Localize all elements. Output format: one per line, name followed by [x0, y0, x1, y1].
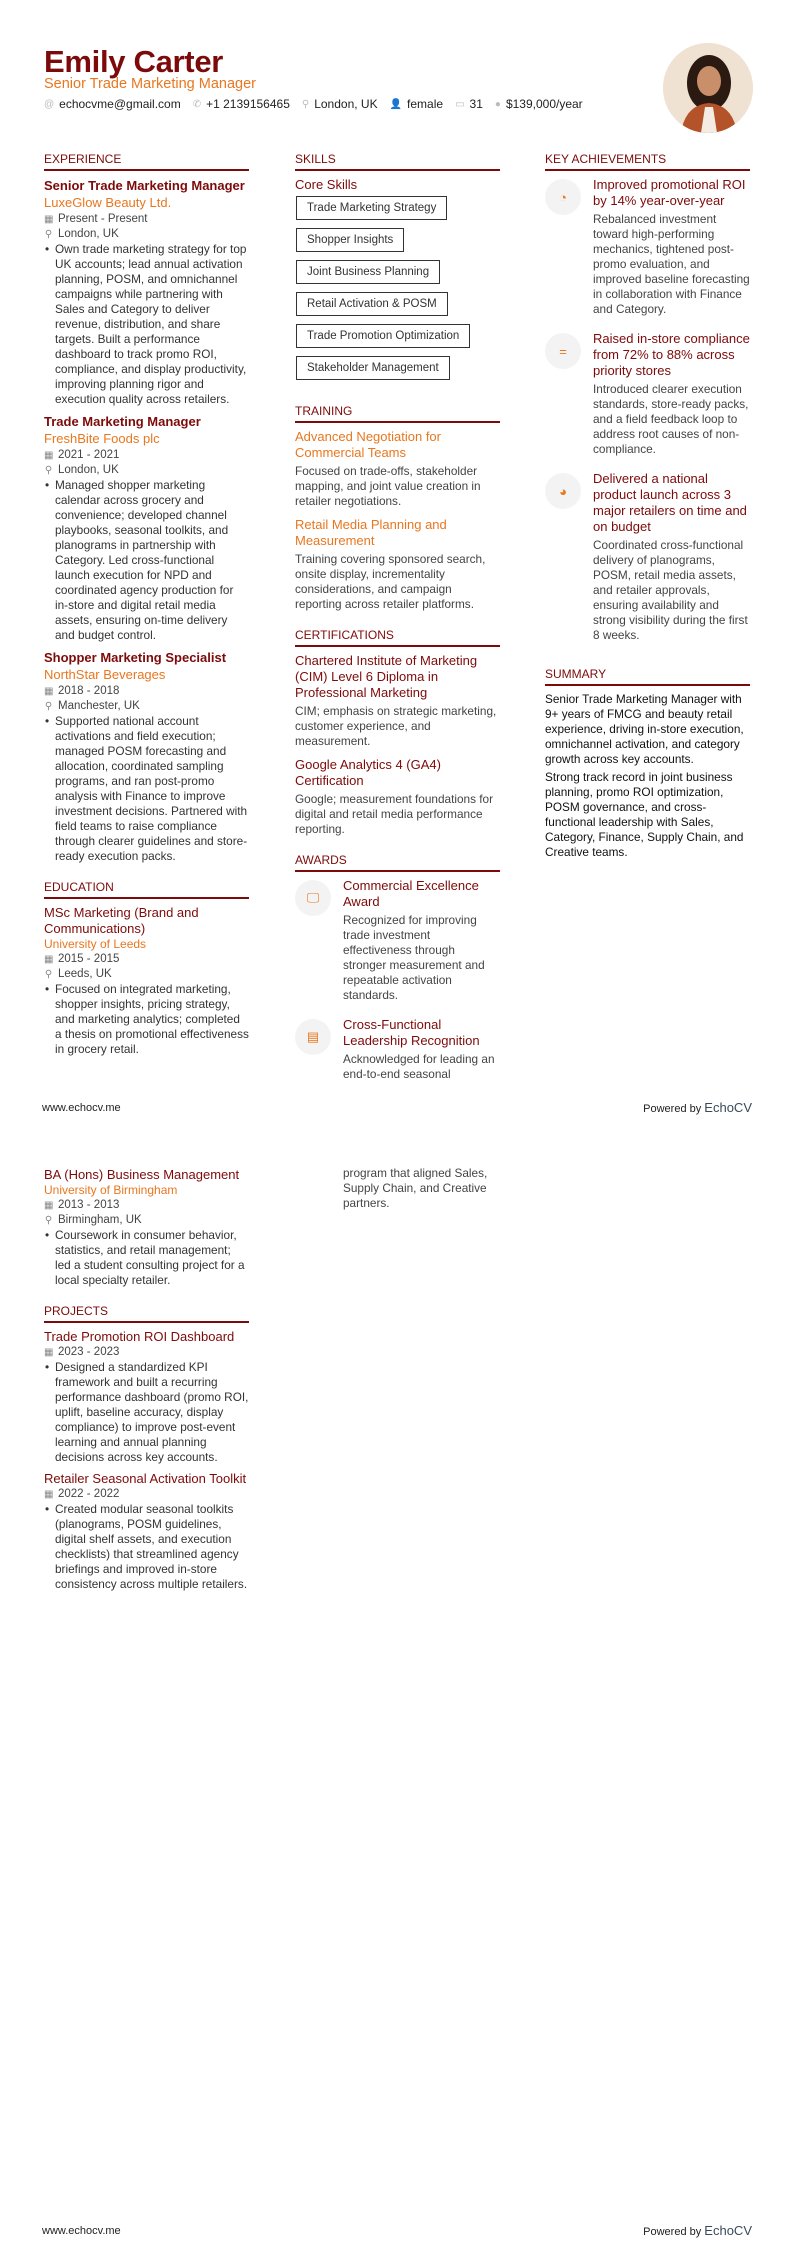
meta-text: 2021 - 2021 — [58, 449, 120, 461]
experience-entry — [44, 177, 249, 407]
job-title: Trade Marketing Manager — [44, 414, 201, 429]
bullet-item: • Coursework in consumer behavior, statistics, and retail management; led a student consulting project for a local specialty retailer. — [44, 1228, 249, 1288]
phone-icon: ✆ — [192, 98, 202, 110]
section-heading: KEY ACHIEVEMENTS — [545, 152, 750, 171]
awards-section — [295, 853, 500, 1090]
middle-column — [295, 152, 500, 1106]
calendar-icon: ▦ — [44, 214, 54, 225]
certification-title: Google Analytics 4 (GA4) Certification — [295, 757, 441, 788]
contact-text: London, UK — [314, 97, 378, 111]
job-title: Senior Trade Marketing Manager — [44, 178, 245, 193]
bullet-list — [44, 478, 249, 643]
award-item — [295, 1017, 500, 1090]
bullet-item: • Supported national account activations and field execution; managed POSM forecasting and allocation, coordinated sampling programs, and ran post-promo analysis with Finance to improve investment decisions. Partnered with field teams to raise compliance through clearer guidelines and store-ready execution packs. — [44, 714, 249, 864]
achievement-description: Rebalanced investment toward high-performing mechanics, tightened post-promo evaluation, and improved baseline forecasting in collaboration with Finance and Category. — [593, 212, 750, 316]
monitor-icon: 🖵 — [295, 880, 331, 916]
achievement-item — [545, 177, 750, 325]
calendar-icon: ▦ — [44, 1489, 54, 1500]
project-entry — [44, 1329, 249, 1465]
certifications-section — [295, 628, 500, 837]
contact-text: 31 — [469, 97, 483, 111]
meta-row — [44, 227, 249, 242]
experience-section — [44, 152, 249, 864]
contact-item — [44, 97, 181, 111]
meta-text: 2015 - 2015 — [58, 953, 120, 965]
skill-tag: Trade Marketing Strategy — [296, 196, 447, 220]
experience-entry — [44, 649, 249, 864]
bullet-list — [44, 1228, 249, 1288]
achievement-body — [593, 331, 750, 465]
meta-text: London, UK — [58, 228, 119, 240]
bullet-item: • Focused on integrated marketing, shopper insights, pricing strategy, and marketing analytics; completed a thesis on promotional effectiveness in grocery retail. — [44, 982, 249, 1057]
award-item — [295, 878, 500, 1011]
location-pin-icon: ⚲ — [44, 701, 53, 712]
document-icon: ▤ — [295, 1019, 331, 1055]
projects-section — [44, 1304, 249, 1592]
meta-row — [44, 463, 249, 478]
section-heading: AWARDS — [295, 853, 500, 872]
contact-text: +1 2139156465 — [206, 97, 290, 111]
right-column — [545, 152, 750, 876]
footer-powered-by[interactable] — [643, 2223, 752, 2240]
bullet-item: • Managed shopper marketing calendar across grocery and convenience; developed channel playbooks, seasonal toolkits, and planograms in partnership with Category. Led cross-functional launch execution for NPD and coordinated agency production for in-store and digital retail media assets, ensuring on-time delivery and budget control. — [44, 478, 249, 643]
award-title: Cross-Functional Leadership Recognition — [343, 1017, 480, 1048]
certification-title: Chartered Institute of Marketing (CIM) Level 6 Diploma in Professional Marketing — [295, 653, 478, 700]
experience-entry — [44, 413, 249, 643]
meta-text: 2013 - 2013 — [58, 1199, 120, 1211]
calendar-icon: ▦ — [44, 1200, 54, 1211]
achievement-body — [593, 177, 750, 325]
meta-row — [44, 967, 249, 982]
middle-column — [295, 1163, 500, 1219]
person-icon: 👤 — [389, 98, 403, 110]
meta-text: 2023 - 2023 — [58, 1346, 120, 1358]
calendar-icon: ▦ — [44, 686, 54, 697]
achievements-section — [545, 152, 750, 651]
achievement-item — [545, 331, 750, 465]
profile-photo — [663, 43, 753, 133]
skill-tag: Retail Activation & POSM — [296, 292, 448, 316]
calendar-icon: ▦ — [44, 450, 54, 461]
achievement-item — [545, 471, 750, 651]
calendar-icon: ▦ — [44, 954, 54, 965]
training-title: Advanced Negotiation for Commercial Teams — [295, 429, 441, 460]
section-heading: PROJECTS — [44, 1304, 249, 1323]
contact-text: female — [407, 97, 444, 111]
award-description: Acknowledged for leading an end-to-end seasonal — [343, 1052, 495, 1081]
skill-tag: Joint Business Planning — [296, 260, 440, 284]
project-title: Trade Promotion ROI Dashboard — [44, 1329, 235, 1344]
degree-title: BA (Hons) Business Management — [44, 1167, 240, 1182]
equals-icon: = — [545, 333, 581, 369]
left-column — [44, 1167, 249, 1608]
project-entry — [44, 1471, 249, 1592]
certification-description: Google; measurement foundations for digital and retail media performance reporting. — [295, 792, 494, 836]
contact-item — [302, 97, 378, 111]
contact-text: echocvme@gmail.com — [59, 97, 181, 111]
at-icon: @ — [44, 98, 55, 110]
meta-text: 2022 - 2022 — [58, 1488, 120, 1500]
meta-row — [44, 684, 249, 699]
candidate-title: Senior Trade Marketing Manager — [44, 76, 256, 92]
skills-section — [295, 152, 500, 388]
left-column — [44, 152, 249, 1073]
bullet-item: • Created modular seasonal toolkits (planograms, POSM guidelines, digital shelf assets, and execution checklists) that streamlined agency briefings and improved in-store consistency across multiple retailers. — [44, 1502, 249, 1592]
calendar-icon: ▭ — [455, 98, 465, 110]
salary-icon: ● — [494, 98, 501, 110]
skill-tag: Stakeholder Management — [296, 356, 450, 380]
skill-tag: Shopper Insights — [296, 228, 404, 252]
meta-row — [44, 1487, 249, 1502]
section-heading: EDUCATION — [44, 880, 249, 899]
achievement-description: Coordinated cross-functional delivery of planograms, POSM, retail media assets, and retailer approvals, ensuring availability and strong visibility during the first 8 weeks. — [593, 538, 748, 642]
bullet-list — [44, 714, 249, 864]
achievement-title: Delivered a national product launch across 3 major retailers on time and on budget — [593, 471, 747, 534]
footer-website-link[interactable]: www.echocv.me — [42, 1102, 121, 1114]
section-heading: SUMMARY — [545, 667, 750, 686]
skill-group-title: Core Skills — [295, 177, 358, 192]
meta-text: Birmingham, UK — [58, 1214, 142, 1226]
meta-row — [44, 1213, 249, 1228]
skill-tag: Trade Promotion Optimization — [296, 324, 470, 348]
powered-by-text: Powered by — [643, 1103, 702, 1115]
meta-row — [44, 1345, 249, 1360]
training-description: Training covering sponsored search, onsite display, incrementality considerations, and campaign reporting across retailer platforms. — [295, 552, 486, 611]
training-description: Focused on trade-offs, stakeholder mapping, and joint value creation in retailer negotiations. — [295, 464, 481, 508]
meta-text: Manchester, UK — [58, 700, 140, 712]
education-entry — [44, 905, 249, 1057]
contact-info — [44, 97, 583, 111]
meta-row — [44, 952, 249, 967]
section-heading: CERTIFICATIONS — [295, 628, 500, 647]
education-section — [44, 880, 249, 1057]
degree-title: MSc Marketing (Brand and Communications) — [44, 905, 199, 936]
school-name: University of Birmingham — [44, 1183, 178, 1197]
training-section — [295, 404, 500, 612]
candidate-name: Emily Carter — [44, 44, 224, 79]
meta-text: 2018 - 2018 — [58, 685, 120, 697]
contact-item — [455, 97, 483, 111]
summary-paragraph: Senior Trade Marketing Manager with 9+ years of FMCG and beauty retail experience, driving in-store execution, omnichannel activation, and category growth across key accounts. — [545, 692, 744, 766]
achievement-body — [593, 471, 750, 651]
summary-section — [545, 667, 750, 860]
award-body — [343, 878, 500, 1011]
training-title: Retail Media Planning and Measurement — [295, 517, 447, 548]
location-pin-icon: ⚲ — [44, 1215, 53, 1226]
page-2 — [0, 1123, 794, 2246]
award-description: Recognized for improving trade investment effectiveness through stronger measurement and repeatable activation standards. — [343, 913, 485, 1002]
bullet-list — [44, 1502, 249, 1592]
achievement-description: Introduced clearer execution standards, store-ready packs, and a field feedback loop to address root causes of non-compliance. — [593, 382, 749, 456]
achievement-title: Raised in-store compliance from 72% to 88% across priority stores — [593, 331, 750, 378]
section-heading: EXPERIENCE — [44, 152, 249, 171]
certification-description: CIM; emphasis on strategic marketing, customer experience, and measurement. — [295, 704, 497, 748]
section-heading: SKILLS — [295, 152, 500, 171]
contact-text: $139,000/year — [505, 97, 583, 111]
location-pin-icon: ⚲ — [44, 465, 53, 476]
award-description-continued: program that aligned Sales, Supply Chain, and Creative partners. — [343, 1166, 488, 1210]
bullet-list — [44, 1360, 249, 1465]
calendar-icon: ▦ — [44, 1347, 54, 1358]
contact-item — [495, 97, 583, 111]
footer-powered-by[interactable] — [643, 1100, 752, 1117]
contact-item — [193, 97, 290, 111]
footer-website-link[interactable]: www.echocv.me — [42, 2225, 121, 2237]
achievement-title: Improved promotional ROI by 14% year-over-year — [593, 177, 746, 208]
school-name: University of Leeds — [44, 937, 147, 951]
job-title: Shopper Marketing Specialist — [44, 650, 227, 665]
meta-text: Leeds, UK — [58, 968, 112, 980]
contact-item — [390, 97, 443, 111]
section-heading: TRAINING — [295, 404, 500, 423]
bullet-list — [44, 982, 249, 1057]
clock-icon: ◔ — [545, 179, 581, 215]
location-pin-icon: ⚲ — [44, 969, 53, 980]
award-body — [343, 1017, 500, 1090]
summary-paragraph: Strong track record in joint business planning, promo ROI optimization, POSM governance, and cross-functional leadership with Sales, Category, Finance, Supply Chain, and Creative teams. — [545, 770, 744, 859]
location-icon: ⚲ — [301, 98, 310, 110]
brand-name: EchoCV — [704, 2223, 752, 2238]
meta-row — [44, 1198, 249, 1213]
company-name: FreshBite Foods plc — [44, 431, 160, 446]
meta-row — [44, 212, 249, 227]
location-pin-icon: ⚲ — [44, 229, 53, 240]
meta-text: London, UK — [58, 464, 119, 476]
education-section-continued — [44, 1167, 249, 1288]
education-entry — [44, 1167, 249, 1288]
meta-row — [44, 699, 249, 714]
company-name: NorthStar Beverages — [44, 667, 166, 682]
project-title: Retailer Seasonal Activation Toolkit — [44, 1471, 247, 1486]
meta-row — [44, 448, 249, 463]
bullet-item: • Designed a standardized KPI framework and built a recurring performance dashboard (promo ROI, uplift, baseline accuracy, display compliance) to improve post-event learning and annual planning decisions across key accounts. — [44, 1360, 249, 1465]
bullet-item: • Own trade marketing strategy for top UK accounts; lead annual activation planning, POSM, and omnichannel campaigns while partnering with Sales and Category to deliver revenue, distribution, and share targets. Built a performance dashboard to track promo ROI, compliance, and display productivity, improving planning rigor and execution quality across retailers. — [44, 242, 249, 407]
brand-name: EchoCV — [704, 1100, 752, 1115]
award-title: Commercial Excellence Award — [343, 878, 479, 909]
bullet-list — [44, 242, 249, 407]
meta-text: Present - Present — [58, 213, 148, 225]
powered-by-text: Powered by — [643, 2226, 702, 2238]
pie-chart-icon: ◕ — [545, 473, 581, 509]
company-name: LuxeGlow Beauty Ltd. — [44, 195, 172, 210]
